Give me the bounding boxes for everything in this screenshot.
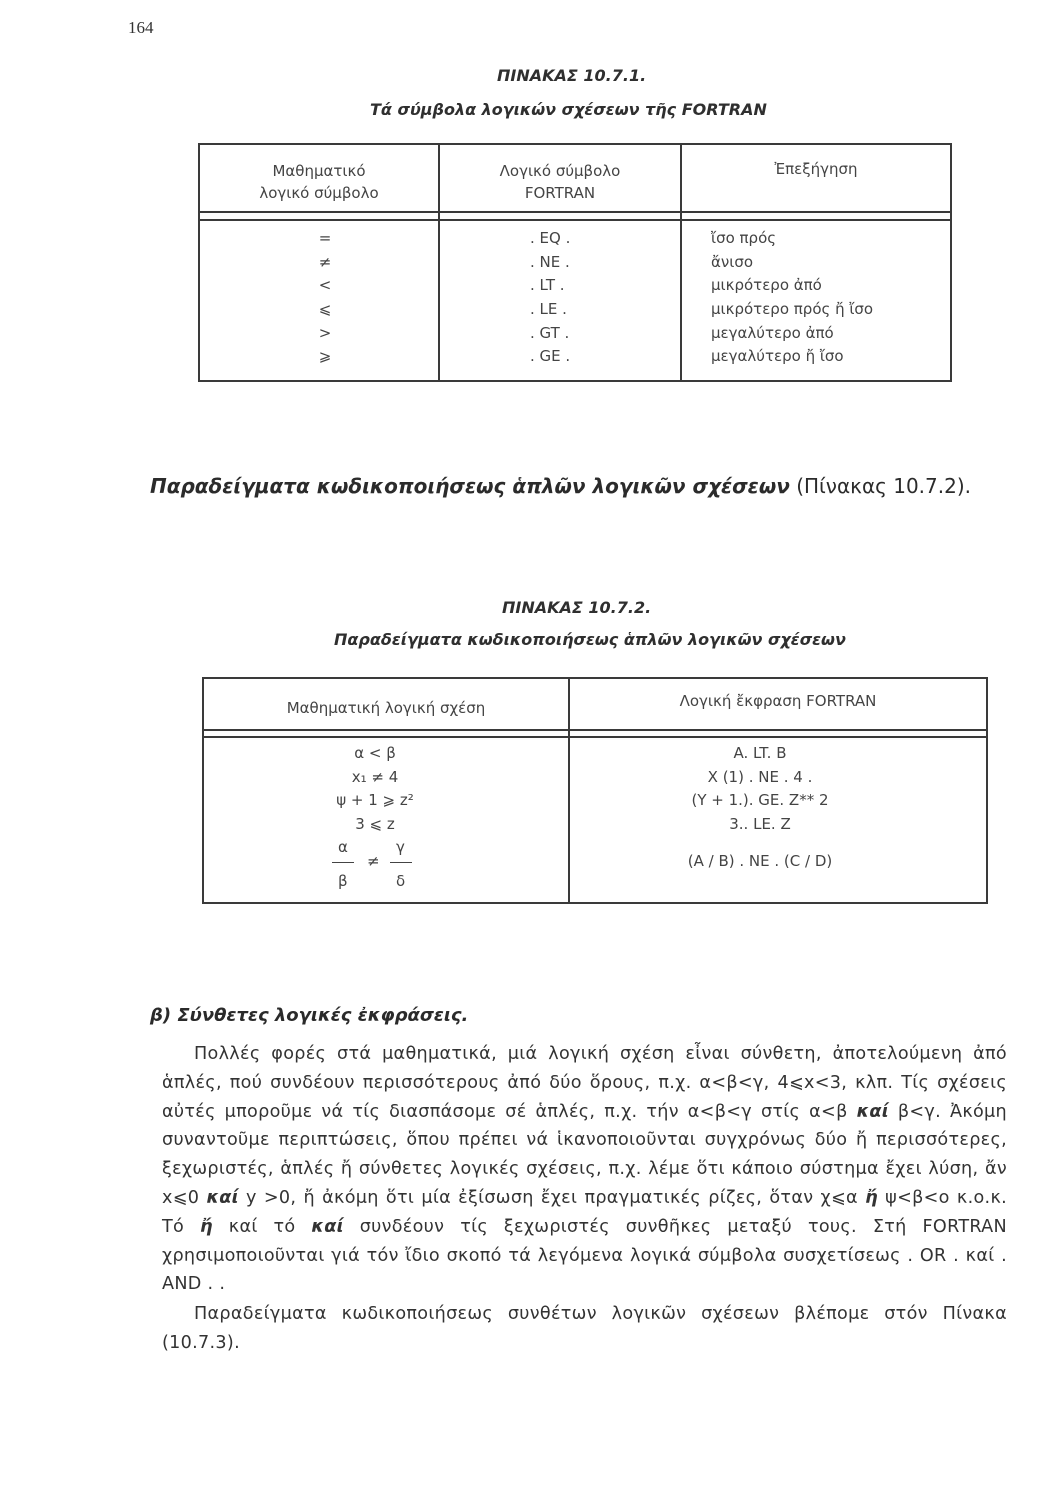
section-heading [150,474,971,498]
paragraph-1-text: συνδέουν τίς ξεχωριστές συνθῆκες μεταξύ τους. Στή FORTRAN χρησιμοποιοῦνται γιά τόν ἴδιο σκοπό τά λεγόμενα λογικά σύμβολα συσχετίσεως . OR . καί . AND . . [162,1216,1007,1295]
paragraph-1-text: β<γ. Ἀκόμη συναντοῦμε περιπτώσεις, ὅπου πρέπει νά ἱκανοποιοῦνται συγχρόνως δύο ἤ περισσότερες, ξεχωριστές, ἁπλές ἤ σύνθετες λογικές σχέσεις, π.χ. λέμε ὅτι κάποιο σύστημα ἔχει λύση, ἄν x⩽0 [162,1101,1007,1208]
fortran-symbol: . NE . [530,252,570,271]
fraction-num-left: α [338,838,348,856]
fraction-operator: ≠ [367,852,380,870]
fraction-num-right: γ [396,838,405,856]
paragraph-1-text: καί τό [212,1216,312,1237]
fraction-bar-right [390,862,412,863]
paragraph-1-emph: καί [311,1216,344,1237]
math-relation: ψ + 1 ⩾ z² [336,791,414,810]
math-symbol: = [318,229,332,247]
table1-math-symbols-column [310,227,340,369]
table2-fortran-column [640,742,880,837]
explanation: μεγαλύτερο ἀπό [711,323,834,342]
math-relation: α < β [354,744,396,762]
paragraph-1-text: ψ<β<ο κ.ο.κ. Τό [162,1187,1008,1237]
explanation: μεγαλύτερο ἤ ἴσο [711,347,844,366]
explanation: μικρότερο ἀπό [711,276,822,295]
table2-header-math-relation: Μαθηματική λογική σχέση [286,699,486,717]
fraction-relation [330,838,420,894]
beta-heading: β) Σύνθετες λογικές ἐκφράσεις. [150,1005,469,1026]
section-heading-reference: (Πίνακας 10.7.2). [796,474,971,498]
fortran-symbol: . LE . [530,300,567,319]
fortran-expression: 3.. LE. Z [729,815,791,834]
math-symbol: ≠ [318,252,332,271]
math-relation: 3 ⩽ z [355,815,395,834]
math-symbol: > [318,323,332,342]
table2-fortran-fraction-row [640,850,880,874]
section-heading-italic: Παραδείγματα κωδικοποιήσεως ἁπλῶν λογικῶν σχέσεων [150,474,790,498]
table1-header-fortran-symbol: Λογικό σύμβολο FORTRAN [499,162,621,202]
fortran-expression: X (1) . NE . 4 . [707,767,813,786]
explanation: ἄνισο [711,252,754,271]
paragraph-1-emph: καί [206,1187,239,1208]
paragraph-1-emph: καί [856,1101,889,1122]
fraction-den-left: β [338,872,348,890]
fraction-den-right: δ [396,872,406,890]
paragraph-1-text: Πολλές φορές στά μαθηματικά, μιά λογική σχέση εἶναι σύνθετη, ἀποτελούμενη ἀπό ἁπλές, πού συνδέουν περισσότερους ἀπό δύο ὅρους, π.χ. α<β<γ, 4⩽x<3, κλπ. Τίς σχέσεις αὐτές μποροῦμε νά τίς διασπάσομε σέ ἁπλές, π.χ. τήν α<β<γ στίς α<β [162,1044,1007,1122]
table1-fortran-symbols-column [530,227,650,369]
table1-header-rule-2 [198,219,952,221]
math-symbol: < [318,276,332,295]
paragraph-1 [162,1040,1007,1299]
math-symbol: ⩾ [318,347,332,366]
fortran-symbol: . GT . [530,323,570,342]
table1-caption: ΠΙΝΑΚΑΣ 10.7.1. [497,66,647,85]
math-relation: x₁ ≠ 4 [351,767,399,786]
fraction-bar-left [332,862,354,863]
explanation: ἴσο πρός [711,229,777,247]
table2-math-relations-column [300,742,450,837]
paragraph-1-emph: ἤ [200,1216,213,1237]
fortran-expression: A. LT. B [733,744,787,762]
fortran-expression: (Y + 1.). GE. Z** 2 [691,791,829,810]
table1-subcaption: Τά σύμβολα λογικών σχέσεων τῆς FORTRAN [370,100,767,119]
paragraph-2 [162,1300,1007,1358]
table1-header-explanation: Ἐπεξήγηση [774,160,858,178]
table2-header-fortran-expression: Λογική ἔκφραση FORTRAN [679,692,877,710]
fortran-expression: (A / B) . NE . (C / D) [687,852,833,870]
table2-caption: ΠΙΝΑΚΑΣ 10.7.2. [502,598,652,617]
page-number: 164 [128,18,154,37]
paragraph-1-text: y >0, ἤ ἀκόμη ὅτι μία ἐξίσωση ἔχει πραγματικές ρίζες, ὅταν χ⩽α [238,1187,866,1208]
table2-subcaption: Παραδείγματα κωδικοποιήσεως ἁπλῶν λογικῶν σχέσεων [334,630,846,649]
fortran-symbol: . EQ . [530,229,571,247]
table1-header-rule [198,211,952,213]
table2-header-rule-2 [202,736,988,738]
paragraph-2-text: Παραδείγματα κωδικοποιήσεως συνθέτων λογικῶν σχέσεων βλέπομε στόν Πίνακα (10.7.3). [162,1304,1007,1353]
table1-explanations-column [711,227,946,369]
fortran-symbol: . GE . [530,347,571,366]
table2-header-rule [202,729,988,731]
math-symbol: ⩽ [318,300,332,319]
table1-header-math-symbol: Μαθηματικό λογικό σύμβολο [259,162,379,202]
paragraph-1-emph: ἤ [865,1187,878,1208]
explanation: μικρότερο πρός ἤ ἴσο [711,300,874,319]
fortran-symbol: . LT . [530,276,565,295]
